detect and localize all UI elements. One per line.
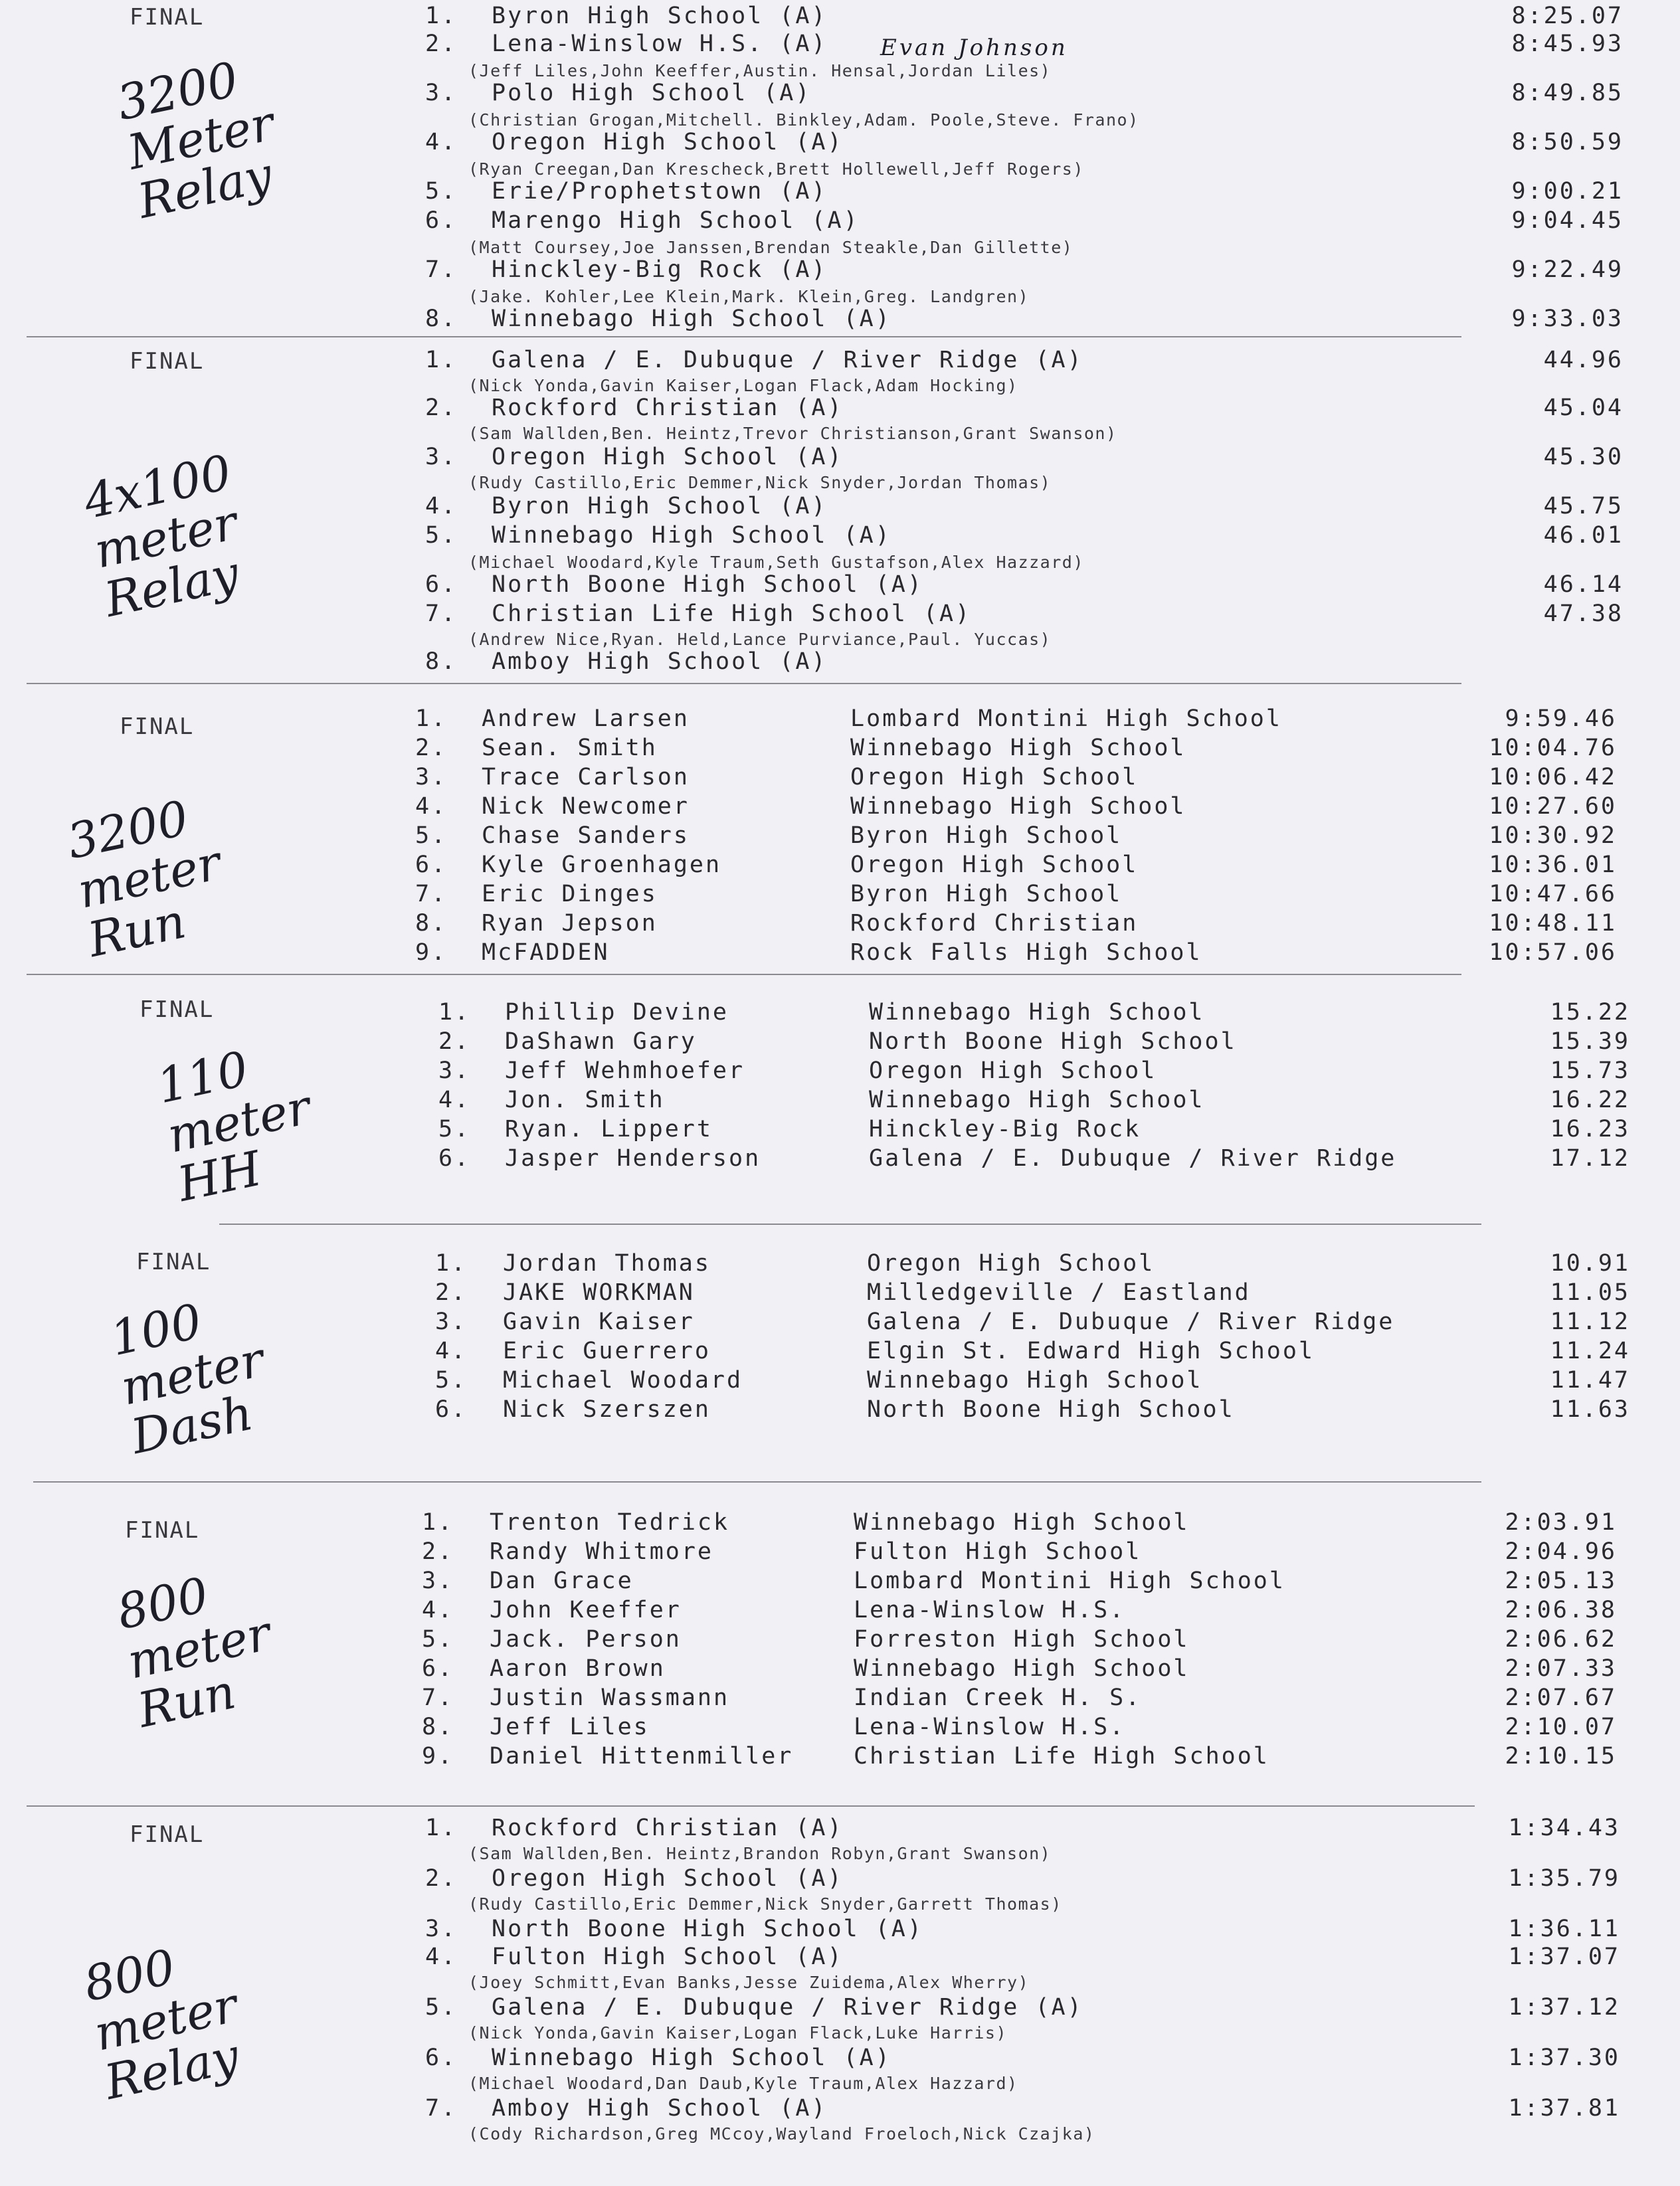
result-time: 10:57.06 [1489, 939, 1617, 966]
result-time: 16.22 [1550, 1087, 1630, 1113]
school-name: Byron High School [850, 822, 1123, 849]
place: 2. [438, 1028, 471, 1055]
result-time: 2:10.07 [1505, 1714, 1617, 1740]
school-name: Lena-Winslow H.S. [854, 1714, 1126, 1740]
result-time: 9:00.21 [1511, 178, 1624, 205]
result-time: 11.24 [1550, 1338, 1630, 1364]
place: 5. [425, 522, 458, 549]
school-name: North Boone High School [869, 1028, 1237, 1055]
place: 3. [438, 1057, 471, 1084]
team-name: Rockford Christian (A) [492, 395, 844, 421]
place: 3. [425, 1916, 458, 1942]
school-name: Winnebago High School [854, 1655, 1190, 1682]
place: 5. [422, 1626, 454, 1653]
result-time: 9:04.45 [1511, 207, 1624, 234]
result-time: 11.63 [1550, 1396, 1630, 1423]
athlete-name: McFADDEN [482, 939, 610, 966]
place: 2. [425, 395, 458, 421]
school-name: Christian Life High School [854, 1743, 1269, 1770]
final-label: FINAL [136, 1249, 211, 1275]
section-divider [33, 1481, 1481, 1483]
result-time: 16.23 [1550, 1116, 1630, 1142]
athlete-name: Chase Sanders [482, 822, 690, 849]
result-row [0, 793, 1680, 822]
final-label: FINAL [130, 348, 205, 375]
result-time: 45.04 [1543, 395, 1624, 421]
place: 1. [422, 1509, 454, 1536]
place: 4. [425, 493, 458, 519]
place: 4. [435, 1338, 468, 1364]
result-row [0, 31, 1680, 60]
place: 8. [422, 1714, 454, 1740]
team-name: Polo High School (A) [492, 80, 812, 106]
athlete-name: JAKE WORKMAN [503, 1279, 695, 1306]
relay-members: (Rudy Castillo,Eric Demmer,Nick Snyder,Jordan Thomas) [468, 473, 1052, 492]
place: 7. [422, 1685, 454, 1711]
place: 8. [425, 306, 458, 332]
school-name: Oregon High School [867, 1250, 1155, 1277]
athlete-name: Kyle Groenhagen [482, 852, 722, 878]
result-row [0, 1338, 1680, 1367]
result-time: 1:37.12 [1508, 1994, 1620, 2021]
place: 3. [422, 1568, 454, 1594]
place: 6. [425, 571, 458, 598]
team-name: Lena-Winslow H.S. (A) [492, 31, 828, 57]
team-name: Hinckley-Big Rock (A) [492, 256, 828, 283]
result-row [0, 1116, 1680, 1145]
result-time: 8:49.85 [1511, 80, 1624, 106]
team-name: Byron High School (A) [492, 493, 828, 519]
relay-members: (Jake. Kohler,Lee Klein,Mark. Klein,Greg. Landgren) [468, 287, 1030, 306]
result-row [0, 1944, 1680, 1973]
result-row [0, 1916, 1680, 1945]
athlete-name: Jack. Person [490, 1626, 682, 1653]
result-row [0, 1655, 1680, 1685]
relay-members: (Nick Yonda,Gavin Kaiser,Logan Flack,Adam Hocking) [468, 376, 1018, 395]
team-name: Fulton High School (A) [492, 1944, 844, 1970]
school-name: Hinckley-Big Rock [869, 1116, 1141, 1142]
result-time: 46.01 [1543, 522, 1624, 549]
result-time: 10.91 [1550, 1250, 1630, 1277]
section-divider [219, 1224, 1481, 1225]
team-name: Oregon High School (A) [492, 444, 844, 470]
result-row [0, 600, 1680, 630]
athlete-name: Jon. Smith [505, 1087, 665, 1113]
place: 6. [422, 1655, 454, 1682]
team-name: Rockford Christian (A) [492, 1815, 844, 1841]
relay-members: (Sam Wallden,Ben. Heintz,Brandon Robyn,Grant Swanson) [468, 1844, 1052, 1863]
result-time: 8:50.59 [1511, 129, 1624, 155]
result-time: 2:06.62 [1505, 1626, 1617, 1653]
place: 3. [425, 444, 458, 470]
result-row [0, 735, 1680, 764]
result-row [0, 395, 1680, 424]
school-name: Galena / E. Dubuque / River Ridge [869, 1145, 1397, 1172]
result-time: 2:03.91 [1505, 1509, 1617, 1536]
section-divider [27, 1805, 1475, 1807]
team-name: North Boone High School (A) [492, 571, 923, 598]
result-row [0, 129, 1680, 158]
school-name: Lombard Montini High School [854, 1568, 1285, 1594]
result-time: 2:10.15 [1505, 1743, 1617, 1770]
place: 4. [422, 1597, 454, 1623]
relay-members: (Rudy Castillo,Eric Demmer,Nick Snyder,Garrett Thomas) [468, 1894, 1062, 1914]
result-time: 47.38 [1543, 600, 1624, 627]
school-name: Oregon High School [850, 852, 1139, 878]
result-time: 2:07.33 [1505, 1655, 1617, 1682]
result-time: 11.12 [1550, 1309, 1630, 1335]
result-time: 9:22.49 [1511, 256, 1624, 283]
result-time: 10:47.66 [1489, 881, 1617, 907]
athlete-name: Gavin Kaiser [503, 1309, 695, 1335]
athlete-name: Sean. Smith [482, 735, 658, 761]
relay-members: (Michael Woodard,Kyle Traum,Seth Gustafson,Alex Hazzard) [468, 553, 1084, 572]
place: 5. [425, 178, 458, 205]
place: 9. [422, 1743, 454, 1770]
result-row [0, 178, 1680, 207]
team-name: Christian Life High School (A) [492, 600, 972, 627]
athlete-name: Trace Carlson [482, 764, 690, 790]
result-row [0, 522, 1680, 551]
school-name: Forreston High School [854, 1626, 1190, 1653]
place: 8. [415, 910, 448, 937]
place: 1. [425, 347, 458, 373]
result-time: 9:33.03 [1511, 306, 1624, 332]
result-time: 10:30.92 [1489, 822, 1617, 849]
result-row [0, 1685, 1680, 1714]
athlete-name: Justin Wassmann [490, 1685, 730, 1711]
result-row [0, 3, 1680, 32]
place: 4. [438, 1087, 471, 1113]
school-name: Indian Creek H. S. [854, 1685, 1142, 1711]
result-time: 10:27.60 [1489, 793, 1617, 820]
school-name: Galena / E. Dubuque / River Ridge [867, 1309, 1395, 1335]
place: 9. [415, 939, 448, 966]
result-row [0, 1396, 1680, 1425]
final-label: FINAL [125, 1517, 200, 1544]
result-time: 2:07.67 [1505, 1685, 1617, 1711]
handwritten-event-label: 800 meter Run [112, 1566, 276, 1739]
result-row [0, 999, 1680, 1028]
result-row [0, 1568, 1680, 1597]
result-time: 15.22 [1550, 999, 1630, 1026]
result-time: 1:34.43 [1508, 1815, 1620, 1841]
relay-members: (Matt Coursey,Joe Janssen,Brendan Steakle,Dan Gillette) [468, 238, 1073, 257]
result-time: 2:06.38 [1505, 1597, 1617, 1623]
place: 5. [438, 1116, 471, 1142]
team-name: Amboy High School (A) [492, 2095, 828, 2122]
team-name: Winnebago High School (A) [492, 2045, 891, 2071]
result-row [0, 571, 1680, 600]
athlete-name: Randy Whitmore [490, 1538, 714, 1565]
result-row [0, 1028, 1680, 1057]
handwritten-event-label: 800 meter Relay [78, 1938, 244, 2111]
result-row [0, 822, 1680, 852]
school-name: Winnebago High School [869, 1087, 1205, 1113]
athlete-name: Trenton Tedrick [490, 1509, 730, 1536]
result-time: 2:04.96 [1505, 1538, 1617, 1565]
place: 3. [435, 1309, 468, 1335]
result-row [0, 939, 1680, 968]
result-row [0, 1087, 1680, 1116]
place: 7. [415, 881, 448, 907]
team-name: North Boone High School (A) [492, 1916, 923, 1942]
place: 2. [435, 1279, 468, 1306]
result-time: 15.73 [1550, 1057, 1630, 1084]
place: 5. [415, 822, 448, 849]
result-time: 8:45.93 [1511, 31, 1624, 57]
relay-members: (Cody Richardson,Greg MCcoy,Wayland Froeloch,Nick Czajka) [468, 2124, 1095, 2143]
place: 4. [425, 129, 458, 155]
school-name: Rockford Christian [850, 910, 1139, 937]
athlete-name: Jordan Thomas [503, 1250, 711, 1277]
team-name: Galena / E. Dubuque / River Ridge (A) [492, 347, 1083, 373]
result-time: 1:37.07 [1508, 1944, 1620, 1970]
school-name: Byron High School [850, 881, 1123, 907]
place: 6. [425, 207, 458, 234]
result-time: 17.12 [1550, 1145, 1630, 1172]
result-row [0, 1597, 1680, 1626]
handwritten-event-label: 100 meter Dash [105, 1293, 269, 1465]
relay-members: (Nick Yonda,Gavin Kaiser,Logan Flack,Luke Harris) [468, 2023, 1008, 2043]
result-row [0, 207, 1680, 236]
relay-members: (Sam Wallden,Ben. Heintz,Trevor Christianson,Grant Swanson) [468, 424, 1117, 443]
result-time: 9:59.46 [1505, 705, 1617, 732]
team-name: Marengo High School (A) [492, 207, 860, 234]
place: 1. [435, 1250, 468, 1277]
school-name: Oregon High School [850, 764, 1139, 790]
school-name: Winnebago High School [867, 1367, 1203, 1394]
place: 6. [425, 2045, 458, 2071]
team-name: Winnebago High School (A) [492, 522, 891, 549]
athlete-name: Andrew Larsen [482, 705, 690, 732]
team-name: Oregon High School (A) [492, 1865, 844, 1892]
place: 2. [422, 1538, 454, 1565]
result-time: 10:04.76 [1489, 735, 1617, 761]
result-row [0, 1309, 1680, 1338]
result-row [0, 1994, 1680, 2023]
result-time: 10:06.42 [1489, 764, 1617, 790]
athlete-name: John Keeffer [490, 1597, 682, 1623]
final-label: FINAL [140, 996, 215, 1023]
handwritten-substitution-note: Evan Johnson [880, 35, 1068, 61]
result-row [0, 705, 1680, 735]
school-name: Oregon High School [869, 1057, 1157, 1084]
result-time: 10:48.11 [1489, 910, 1617, 937]
result-time: 11.05 [1550, 1279, 1630, 1306]
place: 5. [425, 1994, 458, 2021]
relay-members: (Christian Grogan,Mitchell. Binkley,Adam. Poole,Steve. Frano) [468, 110, 1139, 130]
result-time: 2:05.13 [1505, 1568, 1617, 1594]
result-row [0, 764, 1680, 793]
result-time: 15.39 [1550, 1028, 1630, 1055]
relay-members: (Jeff Liles,John Keeffer,Austin. Hensal,Jordan Liles) [468, 61, 1052, 80]
result-row [0, 910, 1680, 939]
athlete-name: Dan Grace [490, 1568, 634, 1594]
result-row [0, 2045, 1680, 2074]
result-row [0, 444, 1680, 473]
school-name: Fulton High School [854, 1538, 1142, 1565]
place: 1. [425, 1815, 458, 1841]
result-time: 8:25.07 [1511, 3, 1624, 29]
team-name: Amboy High School (A) [492, 648, 828, 675]
result-row [0, 881, 1680, 910]
result-time: 45.30 [1543, 444, 1624, 470]
place: 2. [415, 735, 448, 761]
place: 2. [425, 1865, 458, 1892]
result-row [0, 1626, 1680, 1655]
athlete-name: Phillip Devine [505, 999, 729, 1026]
place: 6. [438, 1145, 471, 1172]
place: 4. [415, 793, 448, 820]
athlete-name: Eric Dinges [482, 881, 658, 907]
place: 3. [415, 764, 448, 790]
result-row [0, 852, 1680, 881]
handwritten-event-label: 4x100 meter Relay [78, 444, 244, 628]
result-row [0, 347, 1680, 376]
handwritten-event-label: 3200 meter Run [62, 790, 226, 968]
place: 5. [435, 1367, 468, 1394]
athlete-name: DaShawn Gary [505, 1028, 697, 1055]
place: 4. [425, 1944, 458, 1970]
school-name: Winnebago High School [869, 999, 1205, 1026]
school-name: Lena-Winslow H.S. [854, 1597, 1126, 1623]
result-row [0, 1714, 1680, 1743]
athlete-name: Ryan. Lippert [505, 1116, 713, 1142]
section-divider [27, 683, 1461, 684]
place: 7. [425, 256, 458, 283]
result-row [0, 256, 1680, 286]
place: 1. [425, 3, 458, 29]
athlete-name: Michael Woodard [503, 1367, 743, 1394]
place: 8. [425, 648, 458, 675]
result-row [0, 1538, 1680, 1568]
result-row [0, 1865, 1680, 1894]
athlete-name: Ryan Jepson [482, 910, 658, 937]
result-row [0, 80, 1680, 109]
athlete-name: Daniel Hittenmiller [490, 1743, 794, 1770]
final-label: FINAL [130, 4, 205, 31]
relay-members: (Joey Schmitt,Evan Banks,Jesse Zuidema,Alex Wherry) [468, 1973, 1030, 1992]
result-time: 44.96 [1543, 347, 1624, 373]
result-row [0, 1815, 1680, 1844]
relay-members: (Michael Woodard,Dan Daub,Kyle Traum,Alex Hazzard) [468, 2074, 1018, 2093]
school-name: Rock Falls High School [850, 939, 1202, 966]
school-name: Elgin St. Edward High School [867, 1338, 1315, 1364]
school-name: Milledgeville / Eastland [867, 1279, 1251, 1306]
result-time: 10:36.01 [1489, 852, 1617, 878]
athlete-name: Eric Guerrero [503, 1338, 711, 1364]
result-row [0, 493, 1680, 522]
athlete-name: Jasper Henderson [505, 1145, 761, 1172]
result-row [0, 1145, 1680, 1174]
result-row [0, 1367, 1680, 1396]
athlete-name: Jeff Liles [490, 1714, 650, 1740]
athlete-name: Nick Szerszen [503, 1396, 711, 1423]
place: 2. [425, 31, 458, 57]
final-label: FINAL [120, 713, 195, 740]
athlete-name: Aaron Brown [490, 1655, 666, 1682]
result-time: 45.75 [1543, 493, 1624, 519]
result-time: 1:35.79 [1508, 1865, 1620, 1892]
place: 1. [415, 705, 448, 732]
school-name: North Boone High School [867, 1396, 1235, 1423]
place: 6. [435, 1396, 468, 1423]
school-name: Winnebago High School [850, 793, 1186, 820]
result-time: 1:36.11 [1508, 1916, 1620, 1942]
final-label: FINAL [130, 1821, 205, 1848]
result-time: 1:37.30 [1508, 2045, 1620, 2071]
place: 6. [415, 852, 448, 878]
result-time: 46.14 [1543, 571, 1624, 598]
result-row [0, 1509, 1680, 1538]
school-name: Winnebago High School [854, 1509, 1190, 1536]
result-row [0, 1279, 1680, 1309]
place: 7. [425, 600, 458, 627]
team-name: Byron High School (A) [492, 3, 828, 29]
handwritten-event-label: 110 meter HH [151, 1040, 316, 1213]
school-name: Lombard Montini High School [850, 705, 1282, 732]
team-name: Galena / E. Dubuque / River Ridge (A) [492, 1994, 1083, 2021]
team-name: Winnebago High School (A) [492, 306, 891, 332]
place: 1. [438, 999, 471, 1026]
handwritten-event-label: 3200 Meter Relay [112, 51, 279, 230]
result-row [0, 1743, 1680, 1772]
team-name: Erie/Prophetstown (A) [492, 178, 828, 205]
section-divider [27, 336, 1461, 337]
result-time: 11.47 [1550, 1367, 1630, 1394]
result-row [0, 2095, 1680, 2124]
team-name: Oregon High School (A) [492, 129, 844, 155]
athlete-name: Nick Newcomer [482, 793, 690, 820]
result-row [0, 1250, 1680, 1279]
athlete-name: Jeff Wehmhoefer [505, 1057, 745, 1084]
result-row [0, 648, 1680, 678]
result-row [0, 306, 1680, 335]
place: 3. [425, 80, 458, 106]
result-time: 1:37.81 [1508, 2095, 1620, 2122]
relay-members: (Ryan Creegan,Dan Krescheck,Brett Hollewell,Jeff Rogers) [468, 159, 1084, 179]
result-row [0, 1057, 1680, 1087]
school-name: Winnebago High School [850, 735, 1186, 761]
relay-members: (Andrew Nice,Ryan. Held,Lance Purviance,Paul. Yuccas) [468, 630, 1052, 649]
section-divider [27, 974, 1461, 975]
place: 7. [425, 2095, 458, 2122]
